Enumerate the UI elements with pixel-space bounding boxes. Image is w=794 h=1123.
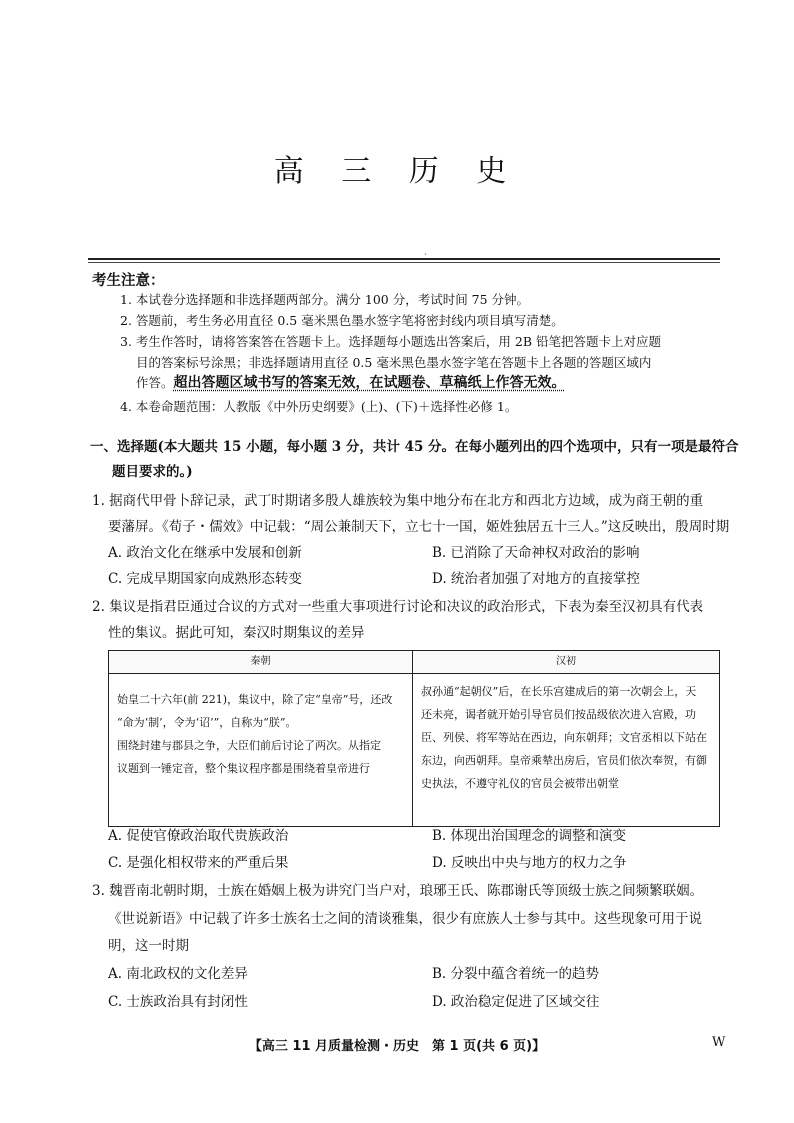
q1-stem-line1: 1. 据商代甲骨卜辞记录，武丁时期诸多殷人雄族较为集中地分布在北方和西北方边域，成为商王朝的重 xyxy=(92,493,704,509)
footer-code: W xyxy=(712,1035,726,1050)
table-cell-line: 史执法，不遵守礼仪的官员会被带出朝堂 xyxy=(421,777,619,790)
table-cell-line: 围绕封建与郡县之争，大臣们前后讨论了两次。从指定 xyxy=(117,739,381,752)
q2-table xyxy=(108,650,720,827)
q3-stem-line2: 《世说新语》中记载了许多士族名士之间的清谈雅集，很少有庶族人士参与其中。这些现象可用于说 xyxy=(108,911,702,927)
notice-item-4: 4. 本卷命题范围：人教版《中外历史纲要》(上)、(下)＋选择性必修 1。 xyxy=(120,399,518,414)
q3-option-c: C. 士族政治具有封闭性 xyxy=(108,994,248,1010)
section-heading: 一、选择题(本大题共 15 小题，每小题 3 分，共计 45 分。在每小题列出的四个选项中，只有一项是最符合 xyxy=(90,439,739,455)
q3-stem-line1: 3. 魏晋南北朝时期，士族在婚姻上极为讲究门当户对，琅琊王氏、陈郡谢氏等顶级士族之间频繁联姻。 xyxy=(92,883,704,899)
q3-option-d: D. 政治稳定促进了区域交往 xyxy=(432,994,600,1010)
notice-item-3-cont1: 目的答案标号涂黑；非选择题请用直径 0.5 毫米黑色墨水签字笔在答题卡上各题的答题区域内 xyxy=(136,355,652,370)
q2-option-d: D. 反映出中央与地方的权力之争 xyxy=(432,855,627,871)
rule-tick-mark: ` xyxy=(424,253,428,262)
q1-option-d: D. 统治者加强了对地方的直接掌控 xyxy=(432,571,640,587)
table-header-han: 汉初 xyxy=(413,651,720,674)
notice-heading: 考生注意： xyxy=(92,272,165,289)
q2-option-b: B. 体现出治国理念的调整和演变 xyxy=(432,828,627,844)
q2-option-a: A. 促使官僚政治取代贵族政治 xyxy=(108,828,289,844)
table-cell-line: 臣、列侯、将军等站在西边，向东朝拜；文官丞相以下站在 xyxy=(421,731,707,744)
notice-item-1: 1. 本试卷分选择题和非选择题两部分。满分 100 分，考试时间 75 分钟。 xyxy=(120,292,530,307)
q2-stem-line2: 性的集议。据此可知，秦汉时期集议的差异 xyxy=(108,625,365,641)
notice-emphasis: 超出答题区域书写的答案无效，在试题卷、草稿纸上作答无效。 xyxy=(173,375,566,391)
page-title: 高 三 历 史 xyxy=(273,154,521,189)
table-cell-line: 东边，向西朝拜。皇帝乘辇出房后，官员们依次奉贺，有御 xyxy=(421,754,707,767)
q2-stem-line1: 2. 集议是指君臣通过合议的方式对一些重大事项进行讨论和决议的政治形式，下表为秦至汉初具有代表 xyxy=(92,599,704,615)
q2-option-c: C. 是强化相权带来的严重后果 xyxy=(108,855,289,871)
table-header-row xyxy=(109,651,720,674)
q3-stem-line3: 明，这一时期 xyxy=(108,938,189,954)
header-rule-thin xyxy=(88,262,720,263)
table-cell-line: 始皇二十六年(前 221)，集议中，除了定“皇帝”号，还改 xyxy=(117,693,393,706)
table-header-qin: 秦朝 xyxy=(109,651,413,674)
notice-item-3-cont2 xyxy=(136,372,566,392)
table-cell-qin xyxy=(109,674,413,827)
header-rule-thick xyxy=(88,258,720,260)
page-footer: 【高三 11 月质量检测・历史 第 1 页(共 6 页)】 xyxy=(248,1039,546,1054)
notice-item-3-prefix: 作答。 xyxy=(136,375,174,390)
q1-stem-line2: 要藩屏。《荀子・儒效》中记载：“周公兼制天下，立七十一国，姬姓独居五十三人。”这反映出，殷周时期 xyxy=(108,519,730,535)
section-heading-cont: 题目要求的。) xyxy=(112,464,193,480)
q1-option-b: B. 已消除了天命神权对政治的影响 xyxy=(432,545,640,561)
q3-option-b: B. 分裂中蕴含着统一的趋势 xyxy=(432,966,600,982)
table-cell-line: 还未亮，谒者就开始引导官员们按品级依次进入宫殿，功 xyxy=(421,708,696,721)
q1-option-c: C. 完成早期国家向成熟形态转变 xyxy=(108,571,302,587)
table-cell-line: “命为‘制’，令为‘诏’”，自称为“朕”。 xyxy=(117,716,297,729)
table-cell-line: 叔孙通“起朝仪”后，在长乐宫建成后的第一次朝会上，天 xyxy=(421,685,697,698)
table-cell-han xyxy=(413,674,720,827)
table-row xyxy=(109,674,720,827)
q3-option-a: A. 南北政权的文化差异 xyxy=(108,966,248,982)
q1-option-a: A. 政治文化在继承中发展和创新 xyxy=(108,545,302,561)
notice-item-3: 3. 考生作答时，请将答案答在答题卡上。选择题每小题选出答案后，用 2B 铅笔把答题卡上对应题 xyxy=(120,334,661,349)
table-cell-line: 议题到一锤定音，整个集议程序都是围绕着皇帝进行 xyxy=(117,762,370,775)
notice-item-2: 2. 答题前，考生务必用直径 0.5 毫米黑色墨水签字笔将密封线内项目填写清楚。 xyxy=(120,313,564,328)
